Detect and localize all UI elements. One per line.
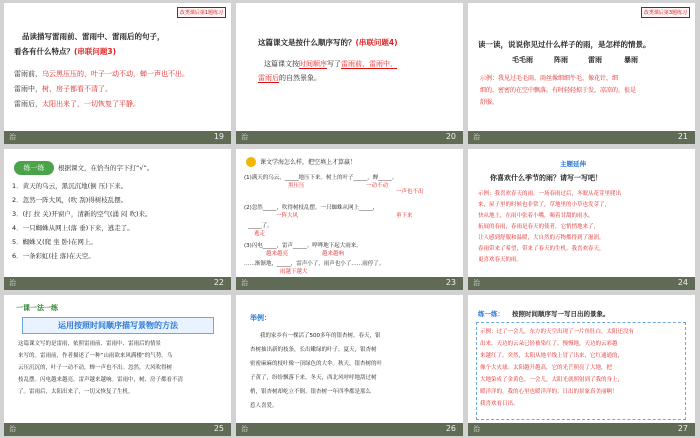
fill-line-4: (3)闪电_____，雷声_____。哗哗地下起大雨来。 (244, 243, 362, 249)
word-1: 毛毛雨 (512, 56, 533, 64)
slide-title: 按照时间顺序写一写日出的景象。 (512, 310, 610, 318)
brand-label: 治 (241, 425, 248, 433)
method-title: 运用按照时间顺序描写景物的方法 (22, 317, 214, 334)
slide-footer (468, 277, 695, 290)
text-line-1: 我的家乡有一棵活了500多年的银杏树。春天，银 (260, 333, 381, 339)
slide-thumbnail-24[interactable] (468, 149, 695, 290)
brand-label: 治 (473, 279, 480, 287)
example-line-3: 舒服。 (480, 99, 499, 106)
row-after: 雷雨后，太阳出来了，一切恢复了平静。 (14, 100, 140, 108)
text-line-4: 子黄了，纷纷飘落下来。冬天，西北风呼呼地刮过树 (250, 375, 377, 381)
page-number: 27 (677, 424, 688, 433)
slide-title: 根据课文，在恰当的字下打“√”。 (58, 164, 154, 172)
slide-title: 读一读，说说你见过什么样子的雨，是怎样的情景。 (478, 40, 651, 49)
brand-label: 治 (241, 133, 248, 141)
text-line-6: 惹人喜爱。 (250, 403, 278, 409)
slide-thumbnail-26[interactable] (236, 295, 463, 436)
fill-line-3: _____了。 (248, 223, 273, 229)
slide-thumbnail-27[interactable] (468, 295, 695, 436)
text-line-6: 春雨带来了希望，带来了春天的生机。我喜欢春天， (478, 246, 605, 252)
text-line-3: 来越红了。突然，太阳从地平线上冒了出来，它红通通的， (480, 353, 624, 359)
slide-footer (468, 423, 695, 436)
text-line-3: 云压沉沉的，叶子一动不动，蝉一声也不出。忽然，大风吹得树 (18, 365, 173, 371)
item-3: 3．(打 拉 关)开窗户，清新的空气(涌 闷 吹)来。 (12, 210, 152, 218)
text-line-5: 让人感到舒服和温暖，大自然的万物都得到了滋润， (478, 235, 605, 241)
item-6: 6．一条彩虹(挂 落)在天空。 (12, 252, 95, 260)
example-line-2: 细的，密密的在空中飘落。有时轻轻掠于发，凉凉的，很是 (480, 87, 637, 94)
page-number: 20 (445, 132, 456, 141)
fill-line-5: ……渐渐地，_____，雷声小了，雨声也小了……雨停了。 (244, 261, 385, 267)
practice-label: 练一练： (478, 310, 504, 318)
answer-3: 一声也不出 (396, 189, 424, 195)
brand-label: 治 (9, 279, 16, 287)
text-line-3: 密密麻麻的枝叶像一顶绿色的大伞。秋天，银杏树的叶 (250, 361, 383, 367)
answer-4: 一阵大风 (276, 213, 299, 219)
text-line-2: 杏树抽出新的枝条，长出嫩绿的叶子。夏天，银杏树 (250, 347, 377, 353)
text-line-2: 来写的。雷雨前，作者描述了一种“山雨欲来风满楼”的气势。乌 (18, 353, 173, 359)
answer-line-2: 雷雨后的自然景象。 (258, 74, 321, 82)
text-line-5: 大地染成了金黄色。一会儿，太阳光就照射到了我的身上， (480, 377, 624, 383)
text-line-6: 暖洋洋的，我的心里也暖洋洋的。日出的景象真美丽啊！ (480, 389, 618, 395)
slide-footer (468, 131, 695, 144)
answer-5: 垂下来 (396, 213, 413, 219)
slide-thumbnail-20[interactable] (236, 3, 463, 144)
slide-footer (4, 277, 231, 290)
page-number: 26 (445, 424, 456, 433)
text-line-3: 快从地上，在雨中张着小嘴，喝着甘甜的雨水， (478, 213, 594, 219)
answer-9: 雨越下越大 (280, 269, 308, 275)
text-line-4: 拓展的春雨，春雨是春天的使者，它悄悄地来了， (478, 224, 600, 230)
brand-label: 治 (473, 133, 480, 141)
page-number: 24 (677, 278, 688, 287)
brand-label: 治 (9, 425, 16, 433)
page-number: 19 (213, 132, 224, 141)
text-line-1: 示例：过了一会儿，东方的天空出现了一片鱼肚白，太阳还没有 (480, 329, 635, 335)
page-number: 22 (213, 278, 224, 287)
row-during: 雷雨中，树、房子都看不清了。 (14, 85, 112, 93)
answer-8: 越来越响 (322, 251, 345, 257)
word-4: 暴雨 (624, 56, 638, 64)
star-icon (246, 157, 256, 167)
answer-7: 越来越亮 (266, 251, 289, 257)
slide-title: 品读描写雷雨前、雷雨中、雷雨后的句子， (22, 32, 165, 41)
page-number: 23 (445, 278, 456, 287)
slide-thumbnail-21[interactable] (468, 3, 695, 144)
practice-badge: 练一练 (14, 161, 54, 175)
brand-label: 治 (473, 425, 480, 433)
slide-title-line2: 看各有什么特点？(串联问题3) (14, 47, 117, 56)
exercise-tag: 改类课后第1题练习 (177, 7, 226, 18)
text-line-4: 像个大火球。太阳越升越高，它的光芒照亮了大地，把 (480, 365, 613, 371)
item-4: 4．一只蜘蛛从网上(落 垂)下来，逃走了。 (12, 224, 134, 232)
method-label: 一课一法一练 (16, 304, 58, 312)
row-before: 雷雨前，乌云黑压压的，叶子一动不动，蝉一声也不出。 (14, 70, 189, 78)
item-1: 1．黄天的乌云，黑沉沉地(倒 压)下来。 (12, 182, 128, 190)
brand-label: 治 (9, 133, 16, 141)
fill-line-2: (2)忽然_____，吹得树枝乱摆。一只蜘蛛从网上_____， (244, 205, 379, 211)
slide-footer (4, 131, 231, 144)
slide-footer (236, 277, 463, 290)
example-label: 举例： (250, 314, 271, 322)
word-3: 雷雨 (588, 56, 602, 64)
page-number: 21 (677, 132, 688, 141)
slide-thumbnail-22[interactable] (4, 149, 231, 290)
answer-2: 一动不动 (366, 183, 389, 189)
word-2: 阵雨 (554, 56, 568, 64)
text-line-1: 示例：我喜欢春天的雨。一场春雨过后，冬眠从花芽里爬出 (478, 191, 622, 197)
text-line-4: 枝乱摆。闪电越来越亮，雷声越来越响。雷雨中，树、房子都看不清 (18, 377, 184, 383)
answer-1: 黑压压 (288, 183, 305, 189)
slide-footer (4, 423, 231, 436)
slide-title: 这篇课文是按什么顺序写的？(串联问题4) (258, 38, 398, 47)
slide-thumbnail-19[interactable] (4, 3, 231, 144)
answer-6: 逃走 (254, 231, 266, 237)
text-line-7: 更喜欢春天的雨。 (478, 257, 523, 263)
text-line-7: 我喜欢看日出。 (480, 401, 519, 407)
text-line-2: 出来，天边的云朵已经被染红了。慢慢地，天边的云彩越 (480, 341, 618, 347)
text-line-5: 梢，银杏树却屹立不倒。银杏树一年四季都是那么 (250, 389, 372, 395)
answer-line-1: 这篇课文按时间顺序写了雷雨前、雷雨中、 (264, 60, 397, 68)
slide-title: 课文学海怎么样，把空填上才算赢！ (260, 159, 357, 166)
page-number: 25 (213, 424, 224, 433)
slide-footer (236, 423, 463, 436)
exercise-tag: 改类课后第3题练习 (641, 7, 690, 18)
text-line-5: 了。雷雨后，太阳出来了，一切又恢复了生机。 (18, 389, 134, 395)
text-line-2: 来，屋子里的时候也非常了，草地里的小草也发芽了， (478, 202, 611, 208)
section-heading: 主题延伸 (560, 160, 586, 168)
slide-thumbnail-23[interactable] (236, 149, 463, 290)
slide-footer (236, 131, 463, 144)
slide-title: 你喜欢什么季节的雨？请写一写吧！ (490, 174, 602, 182)
text-line-1: 这篇课文写的是雷雨，依照雷雨前、雷雨中、雷雨后的情景 (18, 341, 162, 347)
item-2: 2．忽然一阵大风，(吹 刮)得树枝乱摆。 (12, 196, 128, 204)
fill-line-1: (1)满天的乌云，_____地压下来。树上的叶子_____，蝉_____。 (244, 175, 398, 181)
item-5: 5．蜘蛛又(爬 坐 卧)在网上。 (12, 238, 97, 246)
slide-thumbnail-25[interactable] (4, 295, 231, 436)
brand-label: 治 (241, 279, 248, 287)
example-line-1: 示例：我见过毛毛雨。雨丝像细细牛毛，像花针，细 (480, 75, 619, 82)
